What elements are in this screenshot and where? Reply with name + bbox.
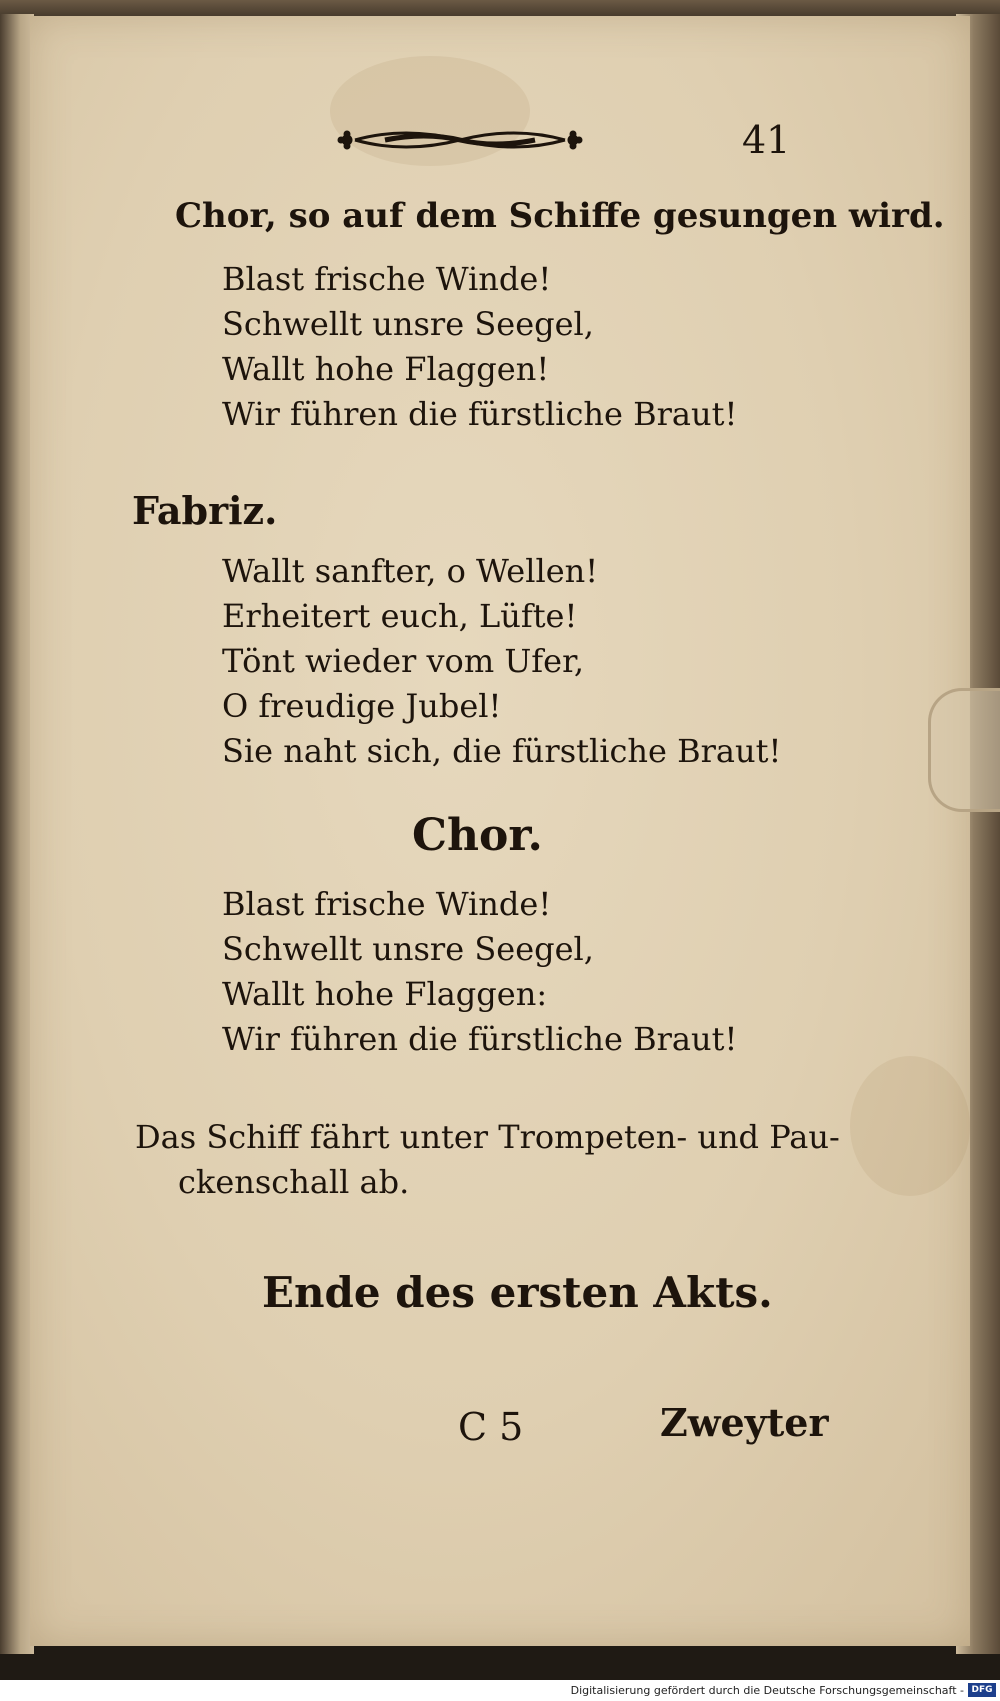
page-clip (928, 688, 1000, 812)
verse-line: Wir führen die fürstliche Braut! (222, 395, 738, 433)
speaker-name: Fabriz. (132, 488, 278, 533)
verse-line: Erheitert euch, Lüfte! (222, 597, 578, 635)
stage-direction-line: Das Schiff fährt unter Trompeten- und Pau- (135, 1118, 840, 1156)
heading-chorus: Chor. (412, 810, 543, 861)
dfg-logo: DFG (968, 1683, 996, 1697)
verse-line: Blast frische Winde! (222, 885, 552, 923)
heading-chorus-ship: Chor, so auf dem Schiffe gesungen wird. (175, 196, 945, 236)
ornament-icon (335, 120, 585, 160)
verse-line: Wallt sanfter, o Wellen! (222, 552, 599, 590)
paper-stain (850, 1056, 970, 1196)
stage-direction-line: ckenschall ab. (178, 1163, 410, 1201)
verse-line: Schwellt unsre Seegel, (222, 305, 594, 343)
verse-line: O freudige Jubel! (222, 687, 502, 725)
verse-line: Tönt wieder vom Ufer, (222, 642, 585, 680)
verse-line: Blast frische Winde! (222, 260, 552, 298)
verse-line: Wallt hohe Flaggen: (222, 975, 548, 1013)
act-end-heading: Ende des ersten Akts. (262, 1268, 773, 1317)
page-number: 41 (742, 118, 791, 162)
footer-credit: Digitalisierung gefördert durch die Deutsche Forschungsgemeinschaft - (570, 1684, 964, 1697)
catchword: Zweyter (660, 1400, 829, 1445)
book-left-edge (0, 14, 34, 1654)
verse-line: Wallt hohe Flaggen! (222, 350, 550, 388)
verse-line: Wir führen die fürstliche Braut! (222, 1020, 738, 1058)
verse-line: Schwellt unsre Seegel, (222, 930, 594, 968)
signature-mark: C 5 (458, 1405, 524, 1449)
verse-line: Sie naht sich, die fürstliche Braut! (222, 732, 782, 770)
